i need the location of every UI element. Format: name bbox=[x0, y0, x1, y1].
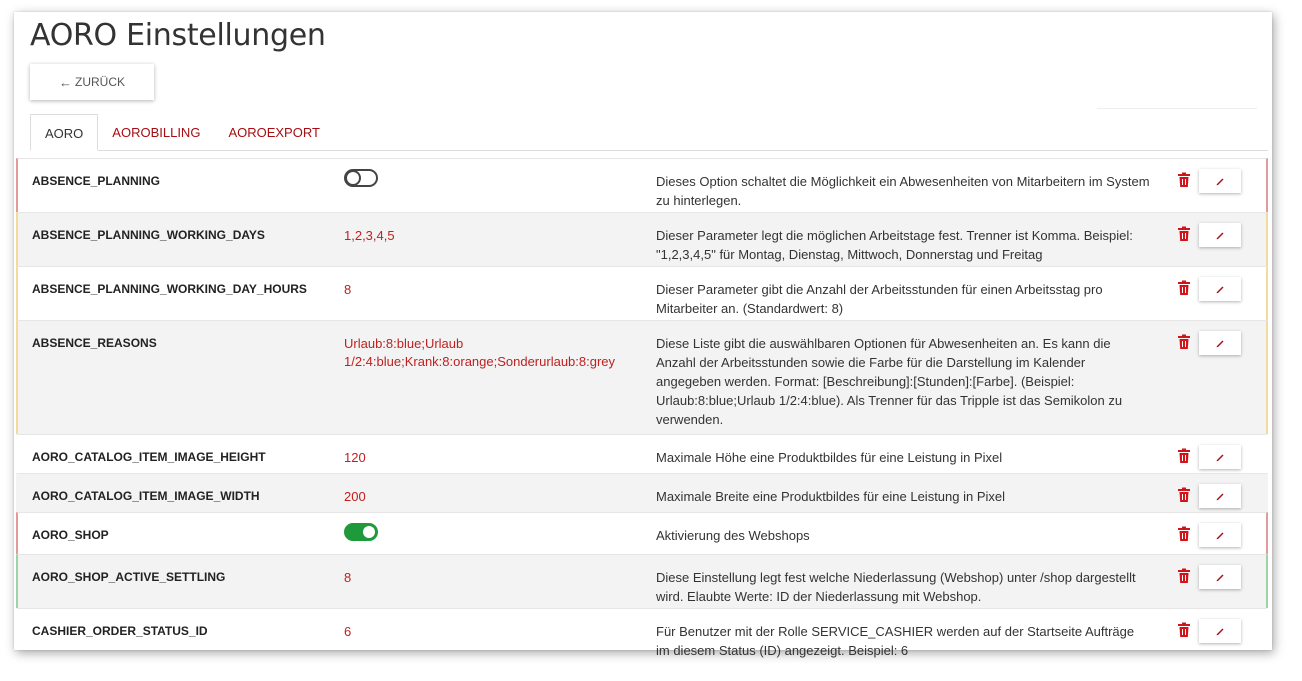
trash-icon[interactable] bbox=[1177, 487, 1191, 503]
pencil-icon bbox=[1215, 230, 1225, 240]
arrow-left-icon: ← bbox=[59, 74, 72, 90]
setting-value: 6 bbox=[344, 624, 352, 639]
table-row bbox=[16, 434, 1268, 473]
toggle-switch[interactable] bbox=[344, 169, 378, 187]
table-row bbox=[16, 473, 1268, 512]
settings-window bbox=[14, 12, 1272, 658]
trash-icon[interactable] bbox=[1177, 334, 1191, 350]
table-row bbox=[16, 554, 1268, 608]
setting-description: Für Benutzer mit der Rolle SERVICE_CASHIER werden auf der Startseite Aufträge im diesem Status (ID) angezeigt. Beispiel: 6 bbox=[656, 624, 1135, 658]
edit-button[interactable] bbox=[1199, 484, 1241, 508]
setting-value: 200 bbox=[344, 489, 366, 504]
setting-description: Maximale Höhe eine Produktbildes für eine Leistung in Pixel bbox=[656, 450, 1003, 465]
trash-icon[interactable] bbox=[1177, 448, 1191, 464]
table-row bbox=[16, 608, 1268, 662]
tab-aoroexport[interactable]: AOROEXPORT bbox=[228, 125, 320, 140]
divider bbox=[1097, 108, 1257, 109]
page-title: AORO Einstellungen bbox=[30, 18, 326, 53]
edit-button[interactable] bbox=[1199, 169, 1241, 193]
setting-value: 120 bbox=[344, 450, 366, 465]
trash-icon[interactable] bbox=[1177, 172, 1191, 188]
trash-icon[interactable] bbox=[1177, 226, 1191, 242]
trash-icon[interactable] bbox=[1177, 280, 1191, 296]
setting-description: Diese Liste gibt die auswählbaren Optionen für Abwesenheiten an. Es kann die Anzahl der Arbeitsstunden sowie die Farbe für die Darstellung im Kalender angegeben werden. Format: [Beschreibung]:[Stunden]:[Farbe]. (Beispiel: Urlaub:8:blue;Urlaub 1/2:4:blue). Als Trenner für das Tripple ist das Semikolon zu verwenden. bbox=[656, 336, 1123, 427]
setting-key: ABSENCE_PLANNING_WORKING_DAY_HOURS bbox=[32, 282, 307, 296]
table-row bbox=[16, 158, 1268, 212]
table-row bbox=[16, 266, 1268, 320]
table-row bbox=[16, 320, 1268, 434]
table-row bbox=[16, 512, 1268, 554]
trash-icon[interactable] bbox=[1177, 526, 1191, 542]
setting-description: Dieser Parameter gibt die Anzahl der Arbeitsstunden für einen Arbeitsstag pro Mitarbeiter an. (Standardwert: 8) bbox=[656, 282, 1103, 316]
setting-description: Dieses Option schaltet die Möglichkeit ein Abwesenheiten von Mitarbeitern im System zu hinterlegen. bbox=[656, 174, 1150, 208]
edit-button[interactable] bbox=[1199, 619, 1241, 643]
setting-description: Diese Einstellung legt fest welche Niederlassung (Webshop) unter /shop dargestellt wird. Elaubte Werte: ID der Niederlassung mit Webshop. bbox=[656, 570, 1136, 604]
settings-table bbox=[16, 158, 1268, 662]
setting-key: AORO_CATALOG_ITEM_IMAGE_WIDTH bbox=[32, 489, 260, 503]
setting-value: Urlaub:8:blue;Urlaub 1/2:4:blue;Krank:8:orange;Sonderurlaub:8:grey bbox=[344, 336, 616, 369]
toggle-knob bbox=[363, 526, 375, 538]
pencil-icon bbox=[1215, 338, 1225, 348]
pencil-icon bbox=[1215, 284, 1225, 294]
table-row bbox=[16, 212, 1268, 266]
setting-value: 1,2,3,4,5 bbox=[344, 228, 395, 243]
trash-icon[interactable] bbox=[1177, 622, 1191, 638]
pencil-icon bbox=[1215, 626, 1225, 636]
back-button-label: ZURÜCK bbox=[75, 75, 125, 89]
edit-button[interactable] bbox=[1199, 565, 1241, 589]
pencil-icon bbox=[1215, 452, 1225, 462]
pencil-icon bbox=[1215, 530, 1225, 540]
pencil-icon bbox=[1215, 491, 1225, 501]
tab-bar bbox=[30, 114, 1268, 151]
setting-key: AORO_SHOP_ACTIVE_SETTLING bbox=[32, 570, 226, 584]
setting-key: ABSENCE_PLANNING bbox=[32, 174, 161, 188]
edit-button[interactable] bbox=[1199, 331, 1241, 355]
pencil-icon bbox=[1215, 572, 1225, 582]
setting-key: AORO_CATALOG_ITEM_IMAGE_HEIGHT bbox=[32, 450, 266, 464]
edit-button[interactable] bbox=[1199, 223, 1241, 247]
setting-description: Aktivierung des Webshops bbox=[656, 528, 810, 543]
back-button[interactable] bbox=[30, 64, 154, 100]
setting-key: AORO_SHOP bbox=[32, 528, 109, 542]
tab-aorobilling[interactable]: AOROBILLING bbox=[112, 125, 201, 140]
setting-value: 8 bbox=[344, 282, 352, 297]
setting-key: CASHIER_ORDER_STATUS_ID bbox=[32, 624, 208, 638]
setting-key: ABSENCE_REASONS bbox=[32, 336, 157, 350]
setting-key: ABSENCE_PLANNING_WORKING_DAYS bbox=[32, 228, 265, 242]
edit-button[interactable] bbox=[1199, 445, 1241, 469]
tab-aoro[interactable]: AORO bbox=[30, 114, 98, 151]
edit-button[interactable] bbox=[1199, 277, 1241, 301]
trash-icon[interactable] bbox=[1177, 568, 1191, 584]
edit-button[interactable] bbox=[1199, 523, 1241, 547]
toggle-switch[interactable] bbox=[344, 523, 378, 541]
toggle-knob bbox=[345, 170, 361, 186]
pencil-icon bbox=[1215, 176, 1225, 186]
setting-description: Dieser Parameter legt die möglichen Arbeitstage fest. Trenner ist Komma. Beispiel: "1,2,3,4,5" für Montag, Dienstag, Mittwoch, Donnerstag und Freitag bbox=[656, 228, 1133, 262]
setting-description: Maximale Breite eine Produktbildes für eine Leistung in Pixel bbox=[656, 489, 1006, 504]
setting-value: 8 bbox=[344, 570, 352, 585]
